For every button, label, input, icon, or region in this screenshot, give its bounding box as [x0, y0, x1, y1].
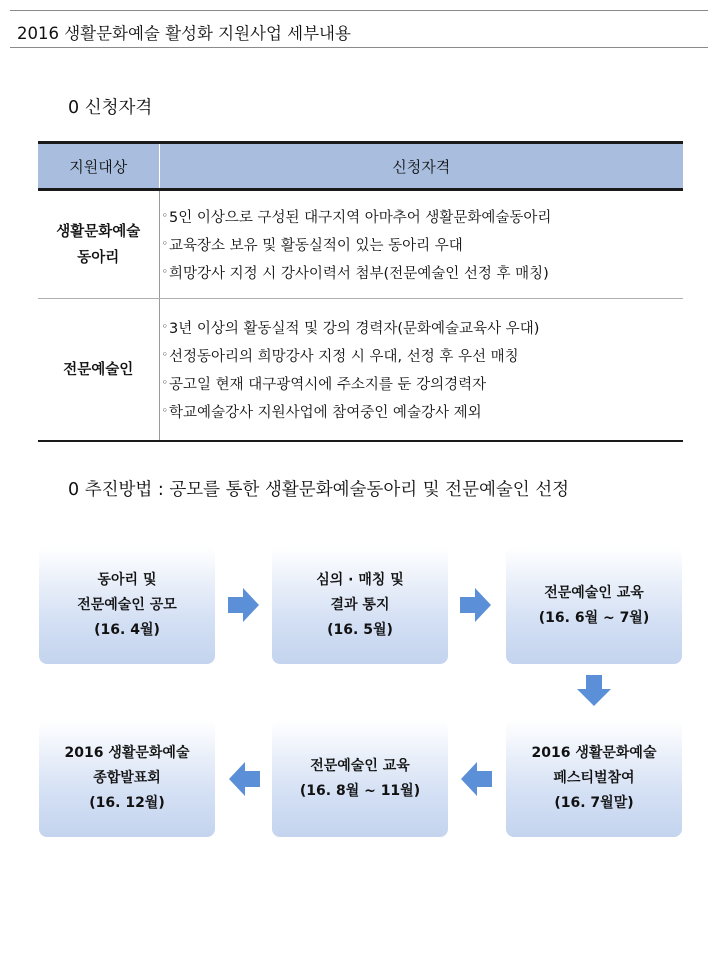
qualification-item: ◦공고일 현재 대구광역시에 주소지를 둔 강의경력자 — [161, 375, 487, 393]
bullet-icon: ◦ — [161, 347, 168, 361]
arrow-down-icon — [577, 675, 611, 706]
table-row — [38, 299, 683, 442]
qualification-item: ◦희망강사 지정 시 강사이력서 첨부(전문예술인 선정 후 매칭) — [161, 264, 549, 282]
header-rule-bottom — [10, 47, 708, 48]
arrow-left-icon — [228, 762, 260, 796]
page-title: 2016 생활문화예술 활성화 지원사업 세부내용 — [17, 24, 351, 43]
target-label-line: 동아리 — [77, 249, 120, 266]
qualification-item: ◦교육장소 보유 및 활동실적이 있는 동아리 우대 — [161, 236, 463, 254]
process-step-festival: 2016 생활문화예술 페스티벌참여 (16. 7월말) — [506, 720, 682, 837]
table-header-row — [38, 143, 683, 190]
section-heading-procedure: 0 추진방법 : 공모를 통한 생활문화예술동아리 및 전문예술인 선정 — [68, 480, 570, 500]
bullet-icon: ◦ — [161, 403, 168, 417]
process-step-call-for-applications: 동아리 및 전문예술인 공모 (16. 4월) — [39, 547, 215, 664]
bullet-icon: ◦ — [161, 264, 168, 278]
qualification-item: ◦5인 이상으로 구성된 대구지역 아마추어 생활문화예술동아리 — [161, 208, 552, 226]
target-cell — [38, 190, 159, 299]
eligibility-table — [38, 141, 683, 442]
arrow-right-icon — [460, 588, 492, 622]
bullet-icon: ◦ — [161, 208, 168, 222]
target-cell — [38, 299, 159, 442]
arrow-left-icon — [460, 762, 492, 796]
arrow-right-icon — [228, 588, 260, 622]
column-header-target: 지원대상 — [38, 143, 159, 190]
bullet-icon: ◦ — [161, 236, 168, 250]
bullet-icon: ◦ — [161, 375, 168, 389]
column-header-qualification: 신청자격 — [159, 143, 683, 190]
qualification-item: ◦선정동아리의 희망강사 지정 시 우대, 선정 후 우선 매칭 — [161, 347, 519, 365]
target-label-line: 생활문화예술 — [56, 223, 141, 240]
section-heading-eligibility: 0 신청자격 — [68, 98, 153, 118]
process-step-artist-training: 전문예술인 교육 (16. 6월 ~ 7월) — [506, 547, 682, 664]
table-row — [38, 190, 683, 299]
process-step-final-showcase: 2016 생활문화예술 종합발표회 (16. 12월) — [39, 720, 215, 837]
qualification-item: ◦3년 이상의 활동실적 및 강의 경력자(문화예술교육사 우대) — [161, 319, 540, 337]
header-rule-top — [10, 10, 708, 11]
bullet-icon: ◦ — [161, 319, 168, 333]
process-step-review-matching: 심의 · 매칭 및 결과 통지 (16. 5월) — [272, 547, 448, 664]
qualification-cell — [159, 299, 683, 442]
qualification-item: ◦학교예술강사 지원사업에 참여중인 예술강사 제외 — [161, 403, 482, 421]
target-label-line: 전문예술인 — [63, 361, 134, 378]
qualification-cell — [159, 190, 683, 299]
process-step-artist-training-2: 전문예술인 교육 (16. 8월 ~ 11월) — [272, 720, 448, 837]
